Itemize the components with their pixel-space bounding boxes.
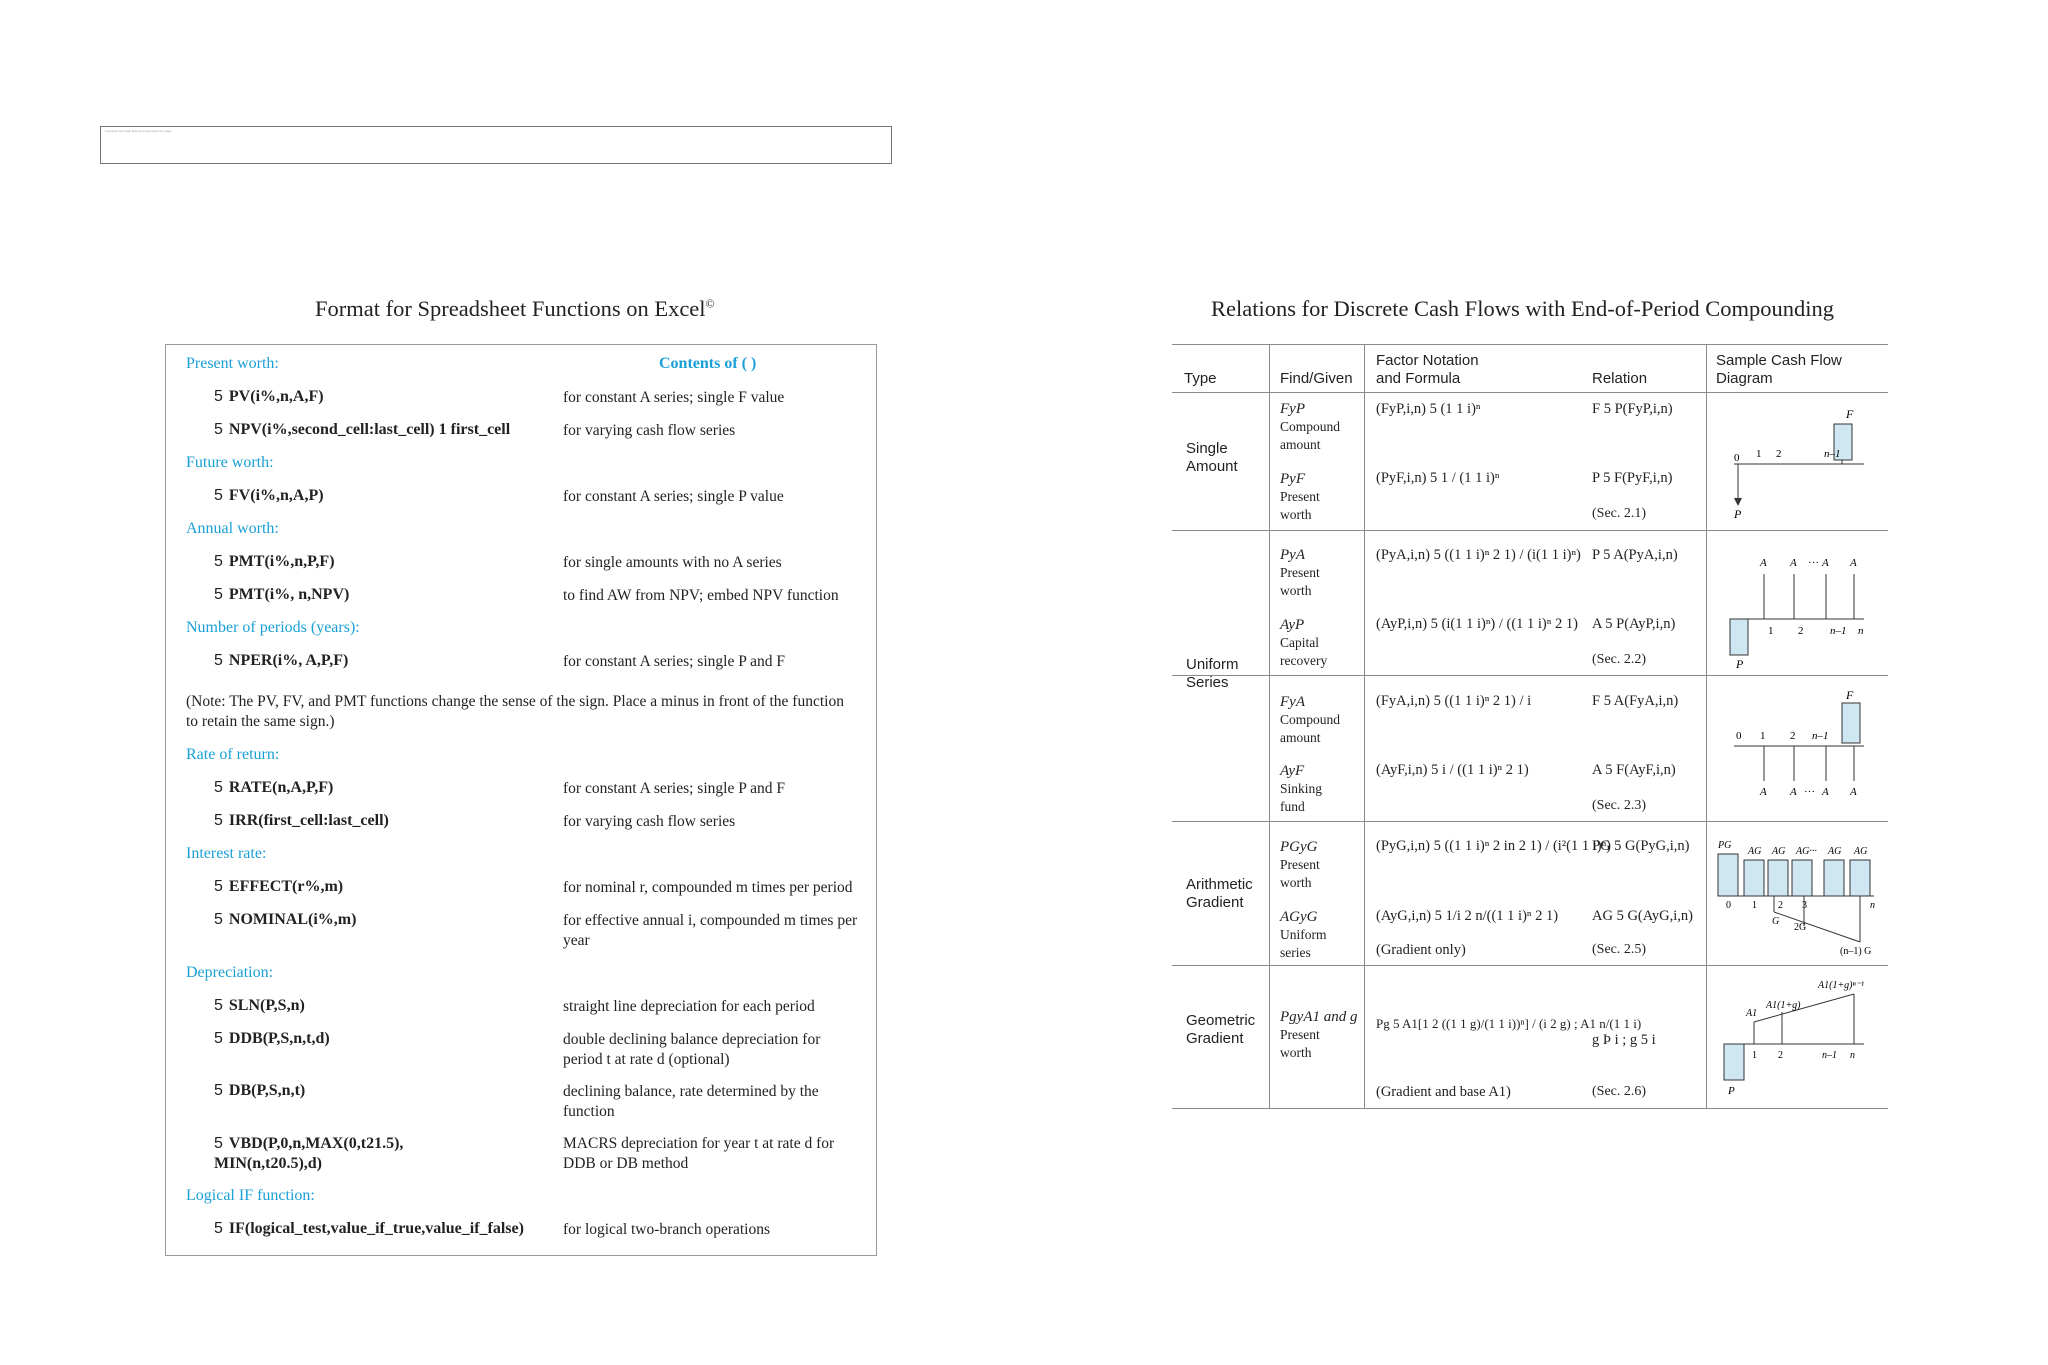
svg-text:0: 0: [1736, 730, 1742, 742]
factor-desc: worth: [1280, 507, 1312, 522]
diagram-geometric-gradient: [1714, 974, 1884, 1104]
find-given-pf: [1280, 470, 1320, 524]
svg-text:2G: 2G: [1794, 922, 1807, 933]
factor-desc: Capital: [1280, 635, 1319, 650]
section-logical-if: Logical IF function:: [186, 1187, 315, 1204]
svg-text:1: 1: [1756, 448, 1762, 460]
factor-desc: Sinking: [1280, 781, 1323, 796]
function-desc: for constant A series; single P and F: [563, 780, 786, 797]
svg-text:A: A: [1760, 786, 1767, 798]
function-text: FV(i%,n,A,P): [228, 487, 324, 504]
top-frame: [100, 126, 892, 164]
svg-text:PG: PG: [1718, 840, 1732, 851]
function-nper: [214, 652, 348, 670]
svg-text:AG: AG: [1828, 846, 1842, 857]
svg-text:A: A: [1790, 557, 1797, 569]
type-line: Uniform: [1186, 656, 1239, 673]
function-irr: [214, 812, 389, 830]
svg-text:F: F: [1846, 407, 1854, 421]
tiny-caption: Functions and cash flow summary reference page: [105, 129, 172, 133]
function-nominal: [214, 911, 356, 929]
equals-sign: 5: [214, 421, 223, 438]
equals-sign: 5: [214, 878, 223, 895]
function-desc: for logical two-branch operations: [563, 1221, 771, 1238]
contents-header: Contents of ( ): [659, 355, 757, 372]
function-pmt: [214, 553, 335, 571]
header-diagram-line1: Sample Cash Flow: [1716, 352, 1842, 369]
section-ref: (Sec. 2.1): [1592, 506, 1647, 521]
find-given-pg-geometric: [1280, 1008, 1357, 1062]
function-vdb: [214, 1134, 514, 1174]
svg-text:2: 2: [1776, 448, 1782, 460]
svg-text:A: A: [1850, 786, 1857, 798]
function-desc: to find AW from NPV; embed NPV function: [563, 587, 839, 604]
section-ref: (Sec. 2.6): [1592, 1084, 1647, 1099]
svg-text:1: 1: [1752, 900, 1757, 911]
gradient-only-note: (Gradient only): [1376, 942, 1466, 958]
column-divider: [1706, 344, 1707, 1108]
svg-text:A: A: [1790, 786, 1797, 798]
function-text: RATE(n,A,P,F): [228, 779, 334, 796]
svg-text:AG···: AG···: [1796, 846, 1817, 857]
table-rule: [1172, 344, 1888, 345]
factor-desc: worth: [1280, 1045, 1312, 1060]
find-given-fa: [1280, 693, 1340, 747]
section-periods: Number of periods (years):: [186, 619, 360, 636]
table-rule: [1172, 530, 1888, 531]
function-desc: for constant A series; single P and F: [563, 653, 786, 670]
svg-text:A: A: [1822, 557, 1829, 569]
svg-text:A: A: [1850, 557, 1857, 569]
formula-geometric: Pg 5 A1[1 2 ((1 1 g)/(1 1 i))ⁿ] / (i 2 g) ; A1 n/(1 1 i): [1376, 1016, 1642, 1031]
right-title: Relations for Discrete Cash Flows with End-of-Period Compounding: [1211, 296, 1835, 321]
function-text: NOMINAL(i%,m): [228, 911, 357, 928]
svg-text:A1(1+g): A1(1+g): [1766, 1000, 1801, 1011]
factor-desc: Present: [1280, 857, 1320, 872]
header-diagram: [1716, 352, 1842, 388]
header-factor-line2: and Formula: [1376, 370, 1461, 387]
diagram-arithmetic-gradient: [1714, 834, 1884, 959]
relation-pg: PG 5 G(PyG,i,n): [1592, 838, 1690, 854]
type-line: Arithmetic: [1186, 876, 1253, 893]
function-rate: [214, 779, 333, 797]
section-ref: (Sec. 2.5): [1592, 942, 1647, 957]
function-text: DB(P,S,n,t): [228, 1082, 306, 1099]
sign-note: (Note: The PV, FV, and PMT functions change the sense of the sign. Place a minus in front of the function to retain the same sign.): [186, 693, 844, 730]
svg-text:···: ···: [1808, 557, 1819, 569]
equals-sign: 5: [214, 586, 223, 603]
function-desc: declining balance, rate determined by the function: [563, 1083, 819, 1120]
svg-text:n: n: [1870, 900, 1875, 911]
type-line: Gradient: [1186, 1030, 1244, 1047]
equals-sign: 5: [214, 487, 223, 504]
factor-desc: series: [1280, 945, 1311, 960]
relation-pa: P 5 A(PyA,i,n): [1592, 547, 1678, 563]
find-given-fp: [1280, 400, 1340, 454]
section-present-worth: Present worth:: [186, 355, 279, 372]
relation-fp: F 5 P(FyP,i,n): [1592, 401, 1673, 417]
svg-text:G: G: [1772, 916, 1780, 927]
function-text: NPV(i%,second_cell:last_cell) 1 first_cell: [228, 421, 511, 438]
factor-desc: recovery: [1280, 653, 1328, 668]
svg-text:3: 3: [1802, 900, 1807, 911]
function-sln: [214, 997, 305, 1015]
section-rate-of-return: Rate of return:: [186, 746, 280, 763]
relation-ap: A 5 P(AyP,i,n): [1592, 616, 1676, 632]
function-text: PMT(i%, n,NPV): [228, 586, 350, 603]
function-text: SLN(P,S,n): [228, 997, 305, 1014]
function-db: [214, 1082, 305, 1100]
svg-text:n–1: n–1: [1824, 448, 1841, 460]
factor-desc: amount: [1280, 730, 1321, 745]
factor-desc: worth: [1280, 875, 1312, 890]
section-future-worth: Future worth:: [186, 454, 274, 471]
function-text: PV(i%,n,A,F): [228, 388, 324, 405]
formula-ap: (AyP,i,n) 5 (i(1 1 i)ⁿ) / ((1 1 i)ⁿ 2 1): [1376, 616, 1578, 632]
header-relation: Relation: [1592, 370, 1648, 387]
formula-af: (AyF,i,n) 5 i / ((1 1 i)ⁿ 2 1): [1376, 762, 1529, 778]
factor-desc: Compound: [1280, 419, 1341, 434]
header-type: Type: [1184, 370, 1217, 387]
find-given-ag: [1280, 908, 1327, 962]
factor-desc: amount: [1280, 437, 1321, 452]
formula-pa: (PyA,i,n) 5 ((1 1 i)ⁿ 2 1) / (i(1 1 i)ⁿ): [1376, 547, 1581, 563]
svg-text:A: A: [1822, 786, 1829, 798]
factor-symbol: PGyG: [1280, 839, 1318, 855]
type-geometric-gradient: [1186, 1012, 1255, 1048]
find-given-pg: [1280, 838, 1320, 892]
svg-text:···: ···: [1804, 786, 1815, 798]
svg-text:0: 0: [1726, 900, 1731, 911]
cash-flow-relations-table: [1172, 344, 1888, 1108]
section-ref: (Sec. 2.2): [1592, 652, 1647, 667]
factor-desc: Present: [1280, 565, 1320, 580]
factor-desc: worth: [1280, 583, 1312, 598]
type-uniform-series: [1186, 656, 1239, 692]
type-line: Gradient: [1186, 894, 1244, 911]
factor-symbol: AyF: [1280, 763, 1305, 779]
type-line: Geometric: [1186, 1012, 1256, 1029]
svg-text:2: 2: [1790, 730, 1796, 742]
factor-symbol: AGyG: [1280, 909, 1318, 925]
factor-desc: Uniform: [1280, 927, 1327, 942]
table-rule: [1172, 392, 1888, 393]
svg-text:AG: AG: [1772, 846, 1786, 857]
type-line: Series: [1186, 674, 1229, 691]
function-text: VBD(P,0,n,MAX(0,t21.5), MIN(n,t20.5),d): [214, 1135, 404, 1172]
equals-sign: 5: [214, 1082, 223, 1099]
find-given-af: [1280, 762, 1322, 816]
factor-symbol: FyP: [1280, 401, 1305, 417]
table-rule: [1172, 1108, 1888, 1109]
function-pmt-npv: [214, 586, 349, 604]
relation-geometric: g Þ i ; g 5 i: [1592, 1032, 1656, 1048]
factor-symbol: PyA: [1280, 547, 1305, 563]
left-title: [315, 296, 715, 322]
column-divider: [1364, 344, 1365, 1108]
function-desc: MACRS depreciation for year t at rate d for DDB or DB method: [563, 1135, 835, 1172]
left-title-text: Format for Spreadsheet Functions on Excel: [315, 296, 706, 321]
header-find-given: Find/Given: [1280, 370, 1353, 387]
svg-text:(n–1) G: (n–1) G: [1840, 946, 1872, 957]
svg-text:2: 2: [1778, 1050, 1783, 1061]
svg-text:n–1: n–1: [1822, 1050, 1837, 1061]
copyright-symbol: ©: [705, 296, 715, 311]
equals-sign: 5: [214, 812, 223, 829]
factor-symbol: PgyA1 and g: [1280, 1009, 1358, 1025]
svg-text:1: 1: [1768, 625, 1774, 637]
svg-text:2: 2: [1798, 625, 1804, 637]
equals-sign: 5: [214, 553, 223, 570]
find-given-pa: [1280, 546, 1320, 600]
section-annual-worth: Annual worth:: [186, 520, 279, 537]
svg-text:AG: AG: [1748, 846, 1762, 857]
factor-desc: Compound: [1280, 712, 1341, 727]
function-effect: [214, 878, 343, 896]
svg-text:P: P: [1736, 657, 1744, 669]
relation-ag: AG 5 G(AyG,i,n): [1592, 908, 1693, 924]
svg-text:n: n: [1858, 625, 1864, 637]
svg-text:A1: A1: [1746, 1008, 1758, 1019]
function-npv: [214, 421, 510, 439]
function-desc: for constant A series; single P value: [563, 488, 784, 505]
function-desc: for single amounts with no A series: [563, 554, 782, 571]
function-desc: for nominal r, compounded m times per period: [563, 879, 853, 896]
diagram-uniform-fa: [1714, 691, 1884, 811]
relation-pf: P 5 F(PyF,i,n): [1592, 470, 1673, 486]
svg-text:n–1: n–1: [1812, 730, 1829, 742]
svg-text:n–1: n–1: [1830, 625, 1847, 637]
formula-fp: (FyP,i,n) 5 (1 1 i)ⁿ: [1376, 401, 1481, 417]
factor-desc: Present: [1280, 489, 1320, 504]
diagram-uniform-pa: [1714, 544, 1884, 669]
svg-text:0: 0: [1734, 452, 1740, 464]
function-text: PMT(i%,n,P,F): [228, 553, 335, 570]
diagram-single-amount: [1714, 402, 1884, 522]
svg-text:AG: AG: [1854, 846, 1868, 857]
factor-symbol: PyF: [1280, 471, 1305, 487]
function-text: IF(logical_test,value_if_true,value_if_false): [228, 1220, 524, 1237]
factor-symbol: AyP: [1280, 617, 1305, 633]
equals-sign: 5: [214, 911, 223, 928]
header-diagram-line2: Diagram: [1716, 370, 1773, 387]
function-desc: for varying cash flow series: [563, 422, 736, 439]
svg-text:n: n: [1850, 1050, 1855, 1061]
svg-text:P: P: [1734, 507, 1742, 521]
svg-text:1: 1: [1760, 730, 1766, 742]
equals-sign: 5: [214, 388, 223, 405]
equals-sign: 5: [214, 997, 223, 1014]
formula-fa: (FyA,i,n) 5 ((1 1 i)ⁿ 2 1) / i: [1376, 693, 1532, 709]
function-if: [214, 1220, 524, 1238]
table-rule: [1172, 965, 1888, 966]
relation-fa: F 5 A(FyA,i,n): [1592, 693, 1679, 709]
type-arithmetic-gradient: [1186, 876, 1253, 912]
section-ref: (Sec. 2.3): [1592, 798, 1647, 813]
table-rule: [1172, 675, 1888, 676]
function-desc: for effective annual i, compounded m times per year: [563, 912, 858, 949]
header-factor-line1: Factor Notation: [1376, 352, 1479, 369]
table-rule: [1172, 821, 1888, 822]
factor-desc: fund: [1280, 799, 1305, 814]
formula-pg: (PyG,i,n) 5 ((1 1 i)ⁿ 2 in 2 1) / (i²(1 1 i)ⁿ): [1376, 838, 1611, 854]
function-pv: [214, 388, 324, 406]
equals-sign: 5: [214, 779, 223, 796]
column-divider: [1269, 344, 1270, 1108]
svg-text:2: 2: [1778, 900, 1783, 911]
equals-sign: 5: [214, 652, 223, 669]
function-text: DDB(P,S,n,t,d): [228, 1030, 330, 1047]
function-desc: double declining balance depreciation for period t at rate d (optional): [563, 1031, 821, 1068]
type-line: Single: [1186, 440, 1228, 457]
equals-sign: 5: [214, 1135, 223, 1152]
gradient-base-note: (Gradient and base A1): [1376, 1084, 1511, 1100]
function-text: IRR(first_cell:last_cell): [228, 812, 389, 829]
section-interest-rate: Interest rate:: [186, 845, 267, 862]
spreadsheet-functions-panel: [165, 344, 877, 1256]
svg-text:A1(1+g)ⁿ⁻¹: A1(1+g)ⁿ⁻¹: [1818, 980, 1864, 991]
formula-pf: (PyF,i,n) 5 1 / (1 1 i)ⁿ: [1376, 470, 1500, 486]
formula-ag: (AyG,i,n) 5 1/i 2 n/((1 1 i)ⁿ 2 1): [1376, 908, 1559, 924]
function-desc: for constant A series; single F value: [563, 389, 785, 406]
relation-af: A 5 F(AyF,i,n): [1592, 762, 1676, 778]
factor-symbol: FyA: [1280, 694, 1305, 710]
equals-sign: 5: [214, 1220, 223, 1237]
function-desc: straight line depreciation for each period: [563, 998, 815, 1015]
function-text: NPER(i%, A,P,F): [228, 652, 349, 669]
find-given-ap: [1280, 616, 1327, 670]
section-depreciation: Depreciation:: [186, 964, 274, 981]
svg-text:A: A: [1760, 557, 1767, 569]
function-ddb: [214, 1030, 330, 1048]
function-desc: for varying cash flow series: [563, 813, 736, 830]
type-single-amount: [1186, 440, 1238, 476]
header-factor: [1376, 352, 1479, 388]
svg-text:P: P: [1728, 1085, 1735, 1097]
function-text: EFFECT(r%,m): [228, 878, 344, 895]
svg-text:F: F: [1846, 691, 1854, 702]
equals-sign: 5: [214, 1030, 223, 1047]
svg-text:1: 1: [1752, 1050, 1757, 1061]
factor-desc: Present: [1280, 1027, 1320, 1042]
type-line: Amount: [1186, 458, 1238, 475]
function-fv: [214, 487, 324, 505]
